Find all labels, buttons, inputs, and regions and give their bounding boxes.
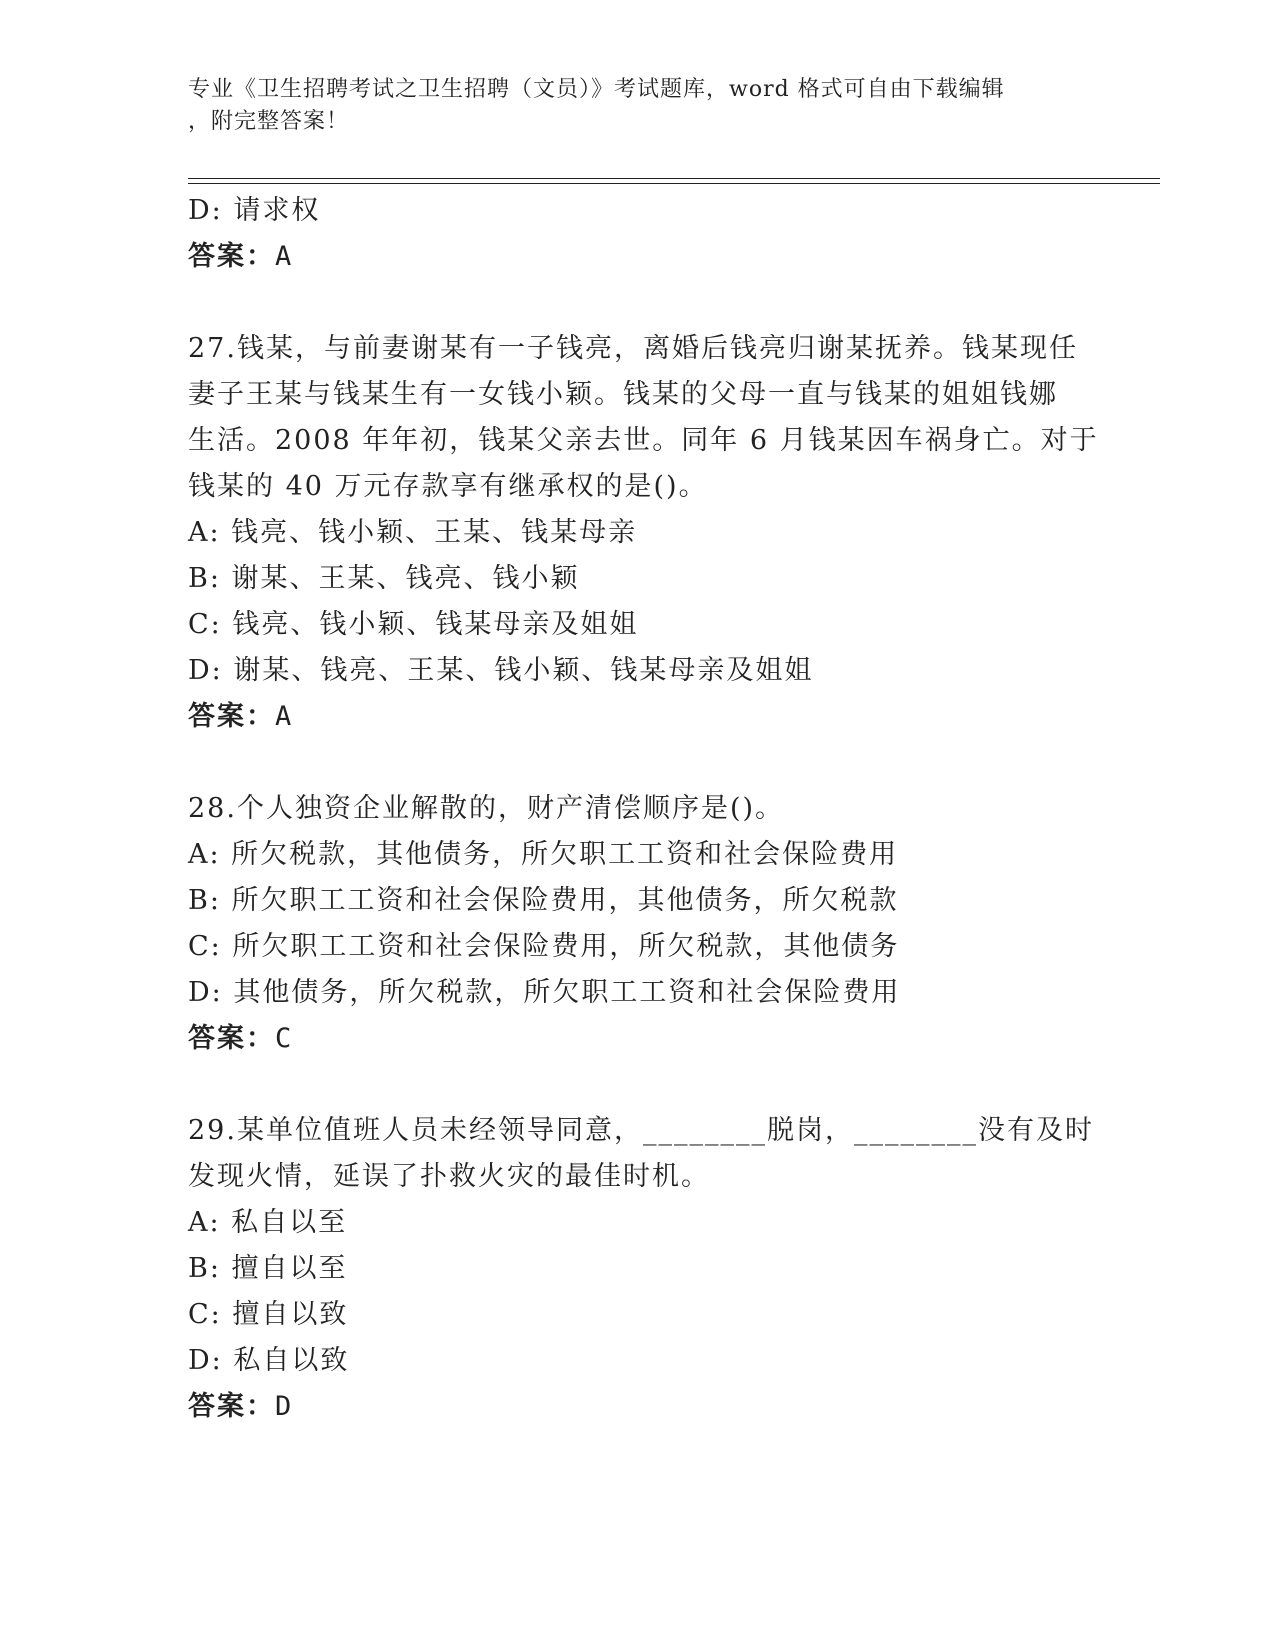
answer-letter: D [275,1391,294,1422]
question-27 [188,326,1099,740]
question-29 [188,1108,1094,1430]
answer-line [188,234,1088,280]
answer-letter: C [275,1023,294,1054]
question-text-line: 28.个人独资企业解散的，财产清偿顺序是()。 [188,793,785,824]
document-body [188,188,1099,1430]
option-a: A: 所欠税款，其他债务，所欠职工工资和社会保险费用 [188,839,899,870]
question-28 [188,786,1088,1062]
answer-line [188,1384,1088,1430]
header-divider-top [188,178,1160,179]
option-c: C: 钱亮、钱小颖、钱某母亲及姐姐 [188,609,639,640]
header-divider-bottom [188,183,1160,184]
spacer [188,1062,1088,1108]
option-a: A: 私自以至 [188,1207,348,1238]
option-d: D: 请求权 [188,195,321,226]
question-text-line: 生活。2008 年年初，钱某父亲去世。同年 6 月钱某因车祸身亡。对于 [188,425,1099,456]
previous-question-tail [188,188,1088,280]
spacer [188,280,1088,326]
question-text-line: 妻子王某与钱某生有一女钱小颖。钱某的父母一直与钱某的姐姐钱娜 [188,379,1058,410]
option-c: C: 擅自以致 [188,1299,349,1330]
option-d: D: 谢某、钱亮、王某、钱小颖、钱某母亲及姐姐 [188,655,814,686]
question-text-line: 发现火情，延误了扑救火灾的最佳时机。 [188,1161,710,1192]
option-d: D: 其他债务，所欠税款，所欠职工工资和社会保险费用 [188,977,901,1008]
option-a: A: 钱亮、钱小颖、王某、钱某母亲 [188,517,638,548]
answer-label: 答案： [188,1391,275,1422]
question-text-line: 27.钱某，与前妻谢某有一子钱亮，离婚后钱亮归谢某抚养。钱某现任 [188,333,1078,364]
header-line-1: 专业《卫生招聘考试之卫生招聘（文员）》考试题库，word 格式可自由下载编辑 [188,77,1005,102]
option-b: B: 谢某、王某、钱亮、钱小颖 [188,563,580,594]
option-c: C: 所欠职工工资和社会保险费用，所欠税款，其他债务 [188,931,900,962]
question-text-line: 钱某的 40 万元存款享有继承权的是()。 [188,471,708,502]
answer-letter: A [275,241,294,272]
option-b: B: 擅自以至 [188,1253,348,1284]
option-b: B: 所欠职工工资和社会保险费用，其他债务，所欠税款 [188,885,899,916]
answer-line [188,1016,1088,1062]
answer-label: 答案： [188,1023,275,1054]
question-text-line: 29.某单位值班人员未经领导同意，________脱岗，________没有及时 [188,1115,1094,1146]
option-d: D: 私自以致 [188,1345,350,1376]
answer-line [188,694,1088,740]
spacer [188,740,1088,786]
header-line-2: ，附完整答案！ [188,109,350,134]
answer-letter: A [275,701,294,732]
answer-label: 答案： [188,241,275,272]
document-header [188,74,1088,138]
answer-label: 答案： [188,701,275,732]
